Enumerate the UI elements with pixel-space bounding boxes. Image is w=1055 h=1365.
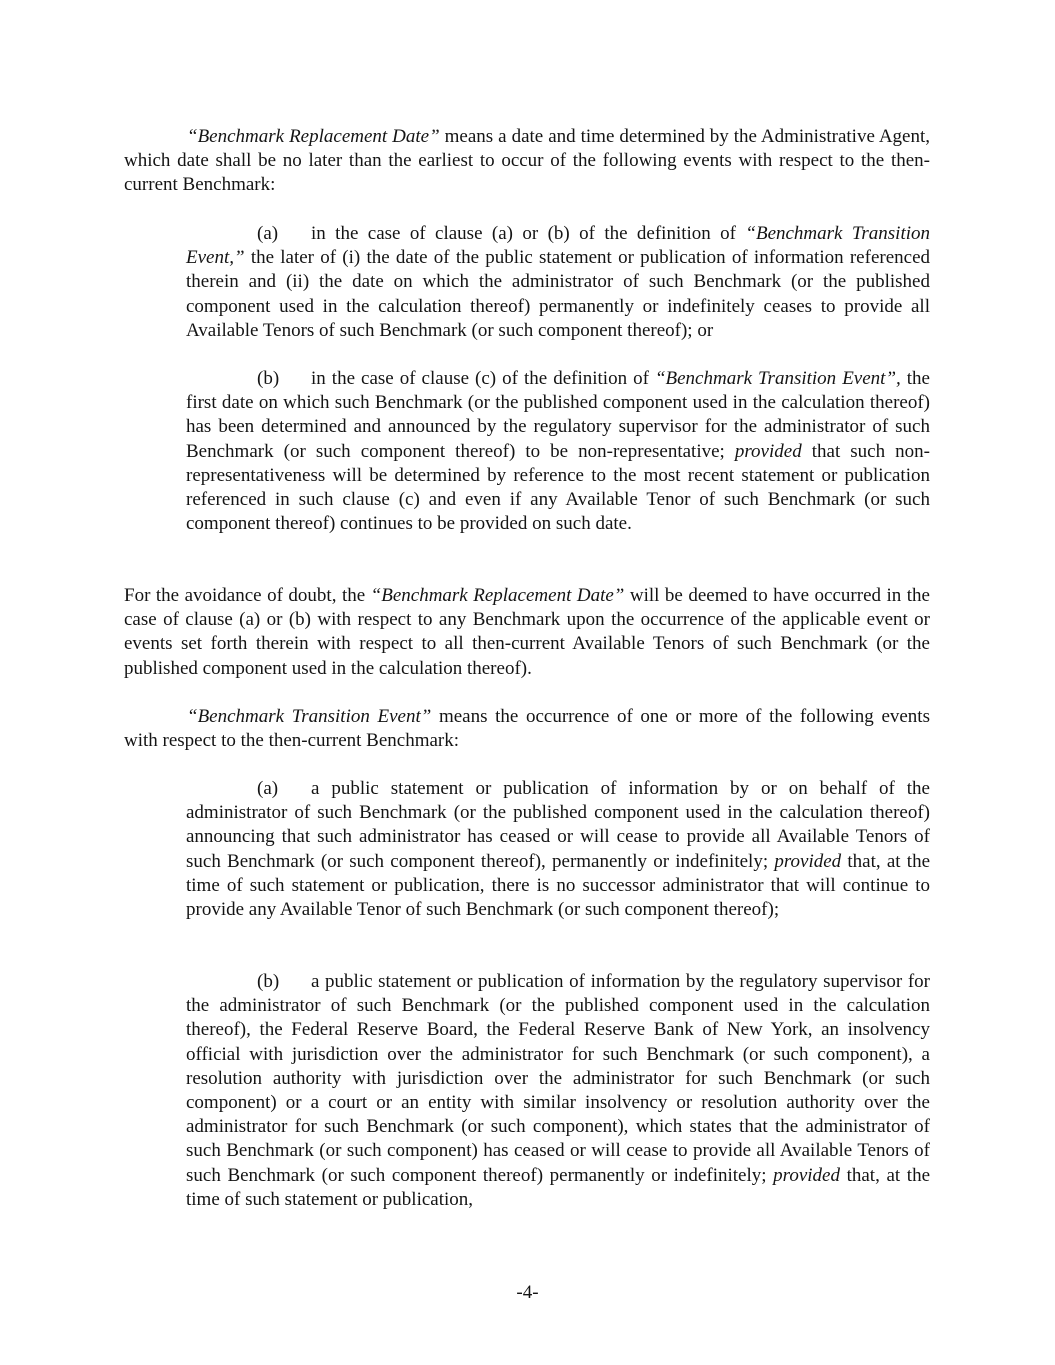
page-number: -4- bbox=[516, 1282, 539, 1303]
clause-text: that, at the time of such statement or publication, bbox=[186, 1164, 930, 1210]
clause-text: that such non-representativeness will be determined by reference to the most recent statement or publication referenced in such clause (c) and even if any Available Tenor of such Benchmark (or such component thereof) continues to be provided on such date. bbox=[186, 440, 930, 535]
defined-term: “Benchmark Transition Event,” bbox=[186, 223, 931, 269]
definition-text: means the occurrence of one or more of the following events with respect to the then-current Benchmark: bbox=[124, 706, 930, 752]
clause-a-transition-event bbox=[186, 777, 930, 922]
avoidance-of-doubt-paragraph bbox=[124, 584, 930, 681]
paragraph-text: For the avoidance of doubt, the bbox=[124, 585, 371, 606]
clause-text: that, at the time of such statement or publication, there is no successor administrator that will continue to provide any Available Tenor of such Benchmark (or such component thereof); bbox=[186, 850, 930, 921]
provided-term: provided bbox=[773, 1164, 840, 1186]
clause-a-replacement-date bbox=[186, 222, 930, 343]
defined-term: “Benchmark Replacement Date” bbox=[370, 585, 625, 606]
defined-term: “Benchmark Transition Event” bbox=[187, 706, 432, 727]
clause-label: (a) bbox=[257, 778, 279, 799]
defined-term: “Benchmark Transition Event”, bbox=[654, 368, 901, 389]
definition-benchmark-transition-event bbox=[124, 705, 930, 753]
clause-text: in the case of clause (c) of the definition of bbox=[311, 368, 655, 389]
clause-label: (b) bbox=[257, 368, 280, 389]
clause-label: (b) bbox=[257, 971, 280, 992]
paragraph-text: will be deemed to have occurred in the case of clause (a) or (b) with respect to any Benchmark upon the occurrence of the applicable event or events set forth therein with respect to all then-current Available Tenors of such Benchmark (or the published component used in the calculation thereof). bbox=[124, 585, 930, 679]
clause-text: the first date on which such Benchmark (or the published component used in the calculation thereof) has been determined and announced by the regulatory supervisor for the administrator of such Benchmark (or such component thereof) to be non-representative; bbox=[186, 368, 930, 462]
clause-text: a public statement or publication of information by or on behalf of the administrator of such Benchmark (or the published component used in the calculation thereof) announcing that such administrator has ceased or will cease to provide all Available Tenors of such Benchmark (or such component thereof), permanently or indefinitely; bbox=[186, 778, 930, 872]
clause-b-replacement-date bbox=[186, 367, 930, 536]
clause-text: a public statement or publication of information by the regulatory supervisor for the administrator of such Benchmark (or the published component used in the calculation thereof), the Federal Reserve Board, the Federal Reserve Bank of New York, an insolvency official with jurisdiction over the administrator for such Benchmark (or such component), a resolution authority with jurisdiction over the administrator for such Benchmark (or such component) or a court or an entity with similar insolvency or resolution authority over the administrator for such Benchmark (or such component), which states that the administrator of such Benchmark (or such component) has ceased or will cease to provide all Available Tenors of such Benchmark (or such component thereof) permanently or indefinitely; bbox=[186, 971, 930, 1186]
clause-b-transition-event bbox=[186, 970, 930, 1212]
clause-text: the later of (i) the date of the public statement or publication of information referenced therein and (ii) the date on which the administrator of such Benchmark (or the published component used in the calculation thereof) permanently or indefinitely ceases to provide all Available Tenors of such Benchmark (or such component thereof); or bbox=[186, 247, 930, 341]
provided-term: provided bbox=[734, 440, 802, 462]
definition-benchmark-replacement-date bbox=[124, 125, 930, 198]
defined-term: “Benchmark Replacement Date” bbox=[187, 126, 440, 147]
definition-text: means a date and time determined by the Administrative Agent, which date shall be no later than the earliest to occur of the following events with respect to the then-current Benchmark: bbox=[124, 126, 930, 196]
provided-term: provided bbox=[774, 850, 842, 872]
clause-text: in the case of clause (a) or (b) of the definition of bbox=[311, 223, 746, 244]
clause-label: (a) bbox=[257, 223, 279, 244]
